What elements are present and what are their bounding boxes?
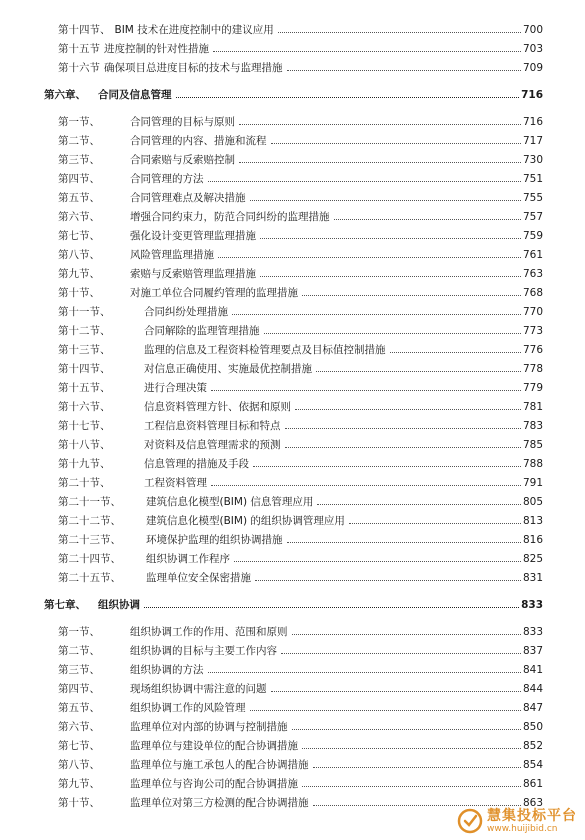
toc-section-title: 工程资料管理 xyxy=(144,477,207,489)
toc-row[interactable] xyxy=(0,471,585,489)
toc-row[interactable] xyxy=(0,319,585,337)
toc-row[interactable] xyxy=(0,547,585,565)
toc-row[interactable] xyxy=(0,677,585,695)
toc-section-number: 第十七节、 xyxy=(58,420,111,432)
toc-dot-leader xyxy=(281,653,521,654)
toc-section-number: 第五节、 xyxy=(58,702,100,714)
toc-page-number: 770 xyxy=(522,306,543,318)
toc-section-number: 第十六节、 xyxy=(58,401,111,413)
toc-section-number: 第七章、 xyxy=(44,599,86,611)
toc-section-number: 第十节、 xyxy=(58,287,100,299)
toc-row[interactable] xyxy=(0,129,585,147)
toc-page-number: 757 xyxy=(522,211,543,223)
toc-row[interactable] xyxy=(0,734,585,752)
toc-page-number: 717 xyxy=(522,135,543,147)
toc-row[interactable] xyxy=(0,167,585,185)
toc-page-number: 861 xyxy=(522,778,543,790)
toc-dot-leader xyxy=(292,634,521,635)
toc-dot-leader xyxy=(292,729,521,730)
toc-dot-leader xyxy=(287,542,521,543)
toc-row[interactable] xyxy=(0,338,585,356)
watermark-name: 慧集投标平台 xyxy=(487,808,577,824)
toc-dot-leader xyxy=(264,333,521,334)
toc-row[interactable] xyxy=(0,791,585,809)
toc-section-number: 第十四节、 xyxy=(58,363,111,375)
toc-page-number: 785 xyxy=(522,439,543,451)
toc-row[interactable] xyxy=(0,376,585,394)
toc-section-title: 合同及信息管理 xyxy=(98,89,172,101)
toc-page-number: 703 xyxy=(522,43,543,55)
toc-section-title: 工程信息资料管理目标和特点 xyxy=(144,420,281,432)
toc-row[interactable] xyxy=(0,224,585,242)
toc-section-title: 合同解除的监理管理措施 xyxy=(144,325,260,337)
toc-row[interactable] xyxy=(0,509,585,527)
toc-section-title: 对资料及信息管理需求的预测 xyxy=(144,439,281,451)
toc-section-number: 第十四节、 xyxy=(58,24,111,36)
toc-section-number: 第八节、 xyxy=(58,759,100,771)
toc-row[interactable] xyxy=(0,433,585,451)
toc-dot-leader xyxy=(239,124,521,125)
toc-page-number: 700 xyxy=(522,24,543,36)
toc-section-title: 监理单位与施工承包人的配合协调措施 xyxy=(130,759,309,771)
toc-section-number: 第九节、 xyxy=(58,778,100,790)
toc-row[interactable] xyxy=(0,148,585,166)
toc-section-number: 第三节、 xyxy=(58,154,100,166)
toc-page-number: 788 xyxy=(522,458,543,470)
toc-section-number: 第六节、 xyxy=(58,211,100,223)
toc-row[interactable] xyxy=(0,357,585,375)
toc-page-number: 816 xyxy=(522,534,543,546)
toc-row[interactable] xyxy=(0,262,585,280)
toc-dot-leader xyxy=(232,314,521,315)
toc-row[interactable] xyxy=(0,37,585,55)
toc-page-number: 852 xyxy=(522,740,543,752)
toc-section-number: 第四节、 xyxy=(58,683,100,695)
toc-dot-leader xyxy=(144,607,519,608)
toc-page-number: 716 xyxy=(521,89,543,101)
toc-section-number: 第一节、 xyxy=(58,626,100,638)
toc-section-number: 第二十五节、 xyxy=(58,572,121,584)
toc-page-number: 833 xyxy=(521,599,543,611)
toc-section-number: 第八节、 xyxy=(58,249,100,261)
toc-dot-leader xyxy=(287,70,521,71)
toc-page-number: 825 xyxy=(522,553,543,565)
toc-row[interactable] xyxy=(0,56,585,74)
toc-dot-leader xyxy=(260,238,521,239)
toc-dot-leader xyxy=(250,200,521,201)
toc-dot-leader xyxy=(278,32,521,33)
toc-section-number: 第四节、 xyxy=(58,173,100,185)
toc-dot-leader xyxy=(390,352,521,353)
toc-page-number: 709 xyxy=(522,62,543,74)
toc-section-number: 第二十一节、 xyxy=(58,496,121,508)
toc-section-title: 合同管理的内容、措施和流程 xyxy=(130,135,267,147)
toc-section-number: 第十八节、 xyxy=(58,439,111,451)
toc-row[interactable] xyxy=(0,414,585,432)
toc-dot-leader xyxy=(313,805,521,806)
toc-row[interactable] xyxy=(0,772,585,790)
toc-dot-leader xyxy=(334,219,521,220)
toc-dot-leader xyxy=(316,371,521,372)
toc-section-title: 对信息正确使用、实施最优控制措施 xyxy=(144,363,312,375)
toc-page-number: 751 xyxy=(522,173,543,185)
toc-section-title: 监理单位与建设单位的配合协调措施 xyxy=(130,740,298,752)
toc-section-number: 第七节、 xyxy=(58,740,100,752)
toc-section-title: 组织协调工作的作用、范围和原则 xyxy=(130,626,288,638)
toc-page-number: 761 xyxy=(522,249,543,261)
toc-section-title: 现场组织协调中需注意的问题 xyxy=(130,683,267,695)
toc-section-title: 进度控制的针对性措施 xyxy=(104,43,209,55)
watermark-url: www.huijibid.cn xyxy=(487,824,558,834)
toc-dot-leader xyxy=(285,447,521,448)
toc-section-title: 监理单位与咨询公司的配合协调措施 xyxy=(130,778,298,790)
toc-section-title: 建筑信息化模型(BIM) 的组织协调管理应用 xyxy=(146,515,345,527)
toc-section-title: 确保项目总进度目标的技术与监理措施 xyxy=(104,62,283,74)
toc-page-number: 850 xyxy=(522,721,543,733)
watermark-logo xyxy=(457,808,577,834)
toc-page-number: 805 xyxy=(522,496,543,508)
toc-section-title: 合同管理难点及解决措施 xyxy=(130,192,246,204)
toc-section-number: 第二十四节、 xyxy=(58,553,121,565)
toc-section-title: 增强合同约束力，防范合同纠纷的监理措施 xyxy=(130,211,330,223)
toc-page-number: 791 xyxy=(522,477,543,489)
toc-row[interactable] xyxy=(0,620,585,638)
toc-dot-leader xyxy=(271,143,521,144)
toc-page-number: 776 xyxy=(522,344,543,356)
toc-page-number: 837 xyxy=(522,645,543,657)
toc-row[interactable] xyxy=(0,186,585,204)
toc-row[interactable] xyxy=(0,110,585,128)
toc-row[interactable] xyxy=(0,753,585,771)
toc-row[interactable] xyxy=(0,490,585,508)
toc-section-title: 环境保护监理的组织协调措施 xyxy=(146,534,283,546)
toc-row[interactable] xyxy=(0,566,585,584)
toc-dot-leader xyxy=(271,691,521,692)
toc-row[interactable] xyxy=(0,395,585,413)
toc-section-number: 第二节、 xyxy=(58,645,100,657)
toc-dot-leader xyxy=(208,672,521,673)
toc-section-title: 强化设计变更管理监理措施 xyxy=(130,230,256,242)
toc-section-number: 第十六节 xyxy=(58,62,100,74)
toc-row[interactable] xyxy=(0,300,585,318)
toc-page-number: 716 xyxy=(522,116,543,128)
toc-section-number: 第三节、 xyxy=(58,664,100,676)
toc-section-title: 监理单位对内部的协调与控制措施 xyxy=(130,721,288,733)
toc-section-title: 组织协调的方法 xyxy=(130,664,204,676)
toc-section-number: 第十五节、 xyxy=(58,382,111,394)
toc-section-number: 第二十二节、 xyxy=(58,515,121,527)
toc-dot-leader xyxy=(239,162,521,163)
toc-page-number: 841 xyxy=(522,664,543,676)
toc-section-number: 第五节、 xyxy=(58,192,100,204)
toc-section-title: 监理单位对第三方检测的配合协调措施 xyxy=(130,797,309,809)
toc-dot-leader xyxy=(176,97,520,98)
toc-dot-leader xyxy=(295,409,521,410)
toc-page-number: 831 xyxy=(522,572,543,584)
toc-dot-leader xyxy=(250,710,521,711)
toc-row[interactable] xyxy=(0,696,585,714)
toc-row[interactable] xyxy=(0,243,585,261)
toc-dot-leader xyxy=(313,767,521,768)
toc-section-number: 第十三节、 xyxy=(58,344,111,356)
toc-page-number: 730 xyxy=(522,154,543,166)
toc-row[interactable] xyxy=(0,18,585,36)
toc-row[interactable] xyxy=(0,715,585,733)
toc-dot-leader xyxy=(302,748,521,749)
toc-section-title: 信息资料管理方针、依据和原则 xyxy=(144,401,291,413)
toc-page-number: 755 xyxy=(522,192,543,204)
toc-dot-leader xyxy=(218,257,521,258)
toc-section-title: 建筑信息化模型(BIM) 信息管理应用 xyxy=(146,496,314,508)
toc-row[interactable] xyxy=(0,281,585,299)
toc-page-number: 847 xyxy=(522,702,543,714)
toc-row[interactable] xyxy=(0,205,585,223)
toc-section-title: 监理单位安全保密措施 xyxy=(146,572,251,584)
toc-section-number: 第二十三节、 xyxy=(58,534,121,546)
toc-section-title: 信息管理的措施及手段 xyxy=(144,458,249,470)
toc-section-number: 第一节、 xyxy=(58,116,100,128)
toc-dot-leader xyxy=(285,428,521,429)
toc-dot-leader xyxy=(260,276,521,277)
toc-section-title: 组织协调 xyxy=(98,599,140,611)
toc-section-number: 第十节、 xyxy=(58,797,100,809)
toc-section-title: 进行合理决策 xyxy=(144,382,207,394)
toc-dot-leader xyxy=(255,580,521,581)
toc-section-number: 第十五节 xyxy=(58,43,100,55)
toc-dot-leader xyxy=(317,504,521,505)
toc-section-number: 第十一节、 xyxy=(58,306,111,318)
toc-dot-leader xyxy=(211,390,521,391)
toc-section-number: 第二十节、 xyxy=(58,477,111,489)
toc-page-number: 844 xyxy=(522,683,543,695)
toc-section-title: 合同索赔与反索赔控制 xyxy=(130,154,235,166)
toc-section-title: 组织协调工作的风险管理 xyxy=(130,702,246,714)
toc-page-number: 773 xyxy=(522,325,543,337)
toc-section-number: 第九节、 xyxy=(58,268,100,280)
toc-page-number: 813 xyxy=(522,515,543,527)
toc-page-number: 854 xyxy=(522,759,543,771)
logo-icon xyxy=(457,808,483,834)
toc-page-number: 833 xyxy=(522,626,543,638)
toc-section-title: BIM 技术在进度控制中的建议应用 xyxy=(114,24,274,36)
toc-dot-leader xyxy=(302,295,521,296)
toc-section-title: 合同管理的方法 xyxy=(130,173,204,185)
toc-section-title: 监理的信息及工程资料检管理要点及目标值控制措施 xyxy=(144,344,386,356)
toc-page-number: 781 xyxy=(522,401,543,413)
toc-dot-leader xyxy=(234,561,521,562)
toc-page-number: 778 xyxy=(522,363,543,375)
toc-row[interactable] xyxy=(0,658,585,676)
toc-row[interactable] xyxy=(0,528,585,546)
toc-section-title: 索赔与反索赔管理监理措施 xyxy=(130,268,256,280)
toc-row[interactable] xyxy=(0,639,585,657)
toc-section-title: 对施工单位合同履约管理的监理措施 xyxy=(130,287,298,299)
toc-section-number: 第六章、 xyxy=(44,89,86,101)
toc-section-title: 合同纠纷处理措施 xyxy=(144,306,228,318)
toc-section-number: 第十九节、 xyxy=(58,458,111,470)
toc-page-number: 779 xyxy=(522,382,543,394)
toc-section-title: 组织协调工作程序 xyxy=(146,553,230,565)
toc-section-title: 合同管理的目标与原则 xyxy=(130,116,235,128)
toc-page-number: 759 xyxy=(522,230,543,242)
toc-dot-leader xyxy=(253,466,521,467)
toc-section-title: 组织协调的目标与主要工作内容 xyxy=(130,645,277,657)
toc-page-number: 783 xyxy=(522,420,543,432)
toc-page-number: 768 xyxy=(522,287,543,299)
toc-section-number: 第六节、 xyxy=(58,721,100,733)
toc-section-number: 第二节、 xyxy=(58,135,100,147)
toc-section-number: 第七节、 xyxy=(58,230,100,242)
toc-dot-leader xyxy=(211,485,521,486)
toc-row[interactable] xyxy=(0,452,585,470)
toc-section-number: 第十二节、 xyxy=(58,325,111,337)
toc-page-number: 763 xyxy=(522,268,543,280)
toc-page-number: 863 xyxy=(522,797,543,809)
toc-dot-leader xyxy=(208,181,521,182)
toc-section-title: 风险管理监理措施 xyxy=(130,249,214,261)
toc-dot-leader xyxy=(213,51,521,52)
toc-dot-leader xyxy=(349,523,521,524)
toc-chapter-row[interactable] xyxy=(0,83,585,101)
toc-dot-leader xyxy=(302,786,521,787)
toc-chapter-row[interactable] xyxy=(0,593,585,611)
